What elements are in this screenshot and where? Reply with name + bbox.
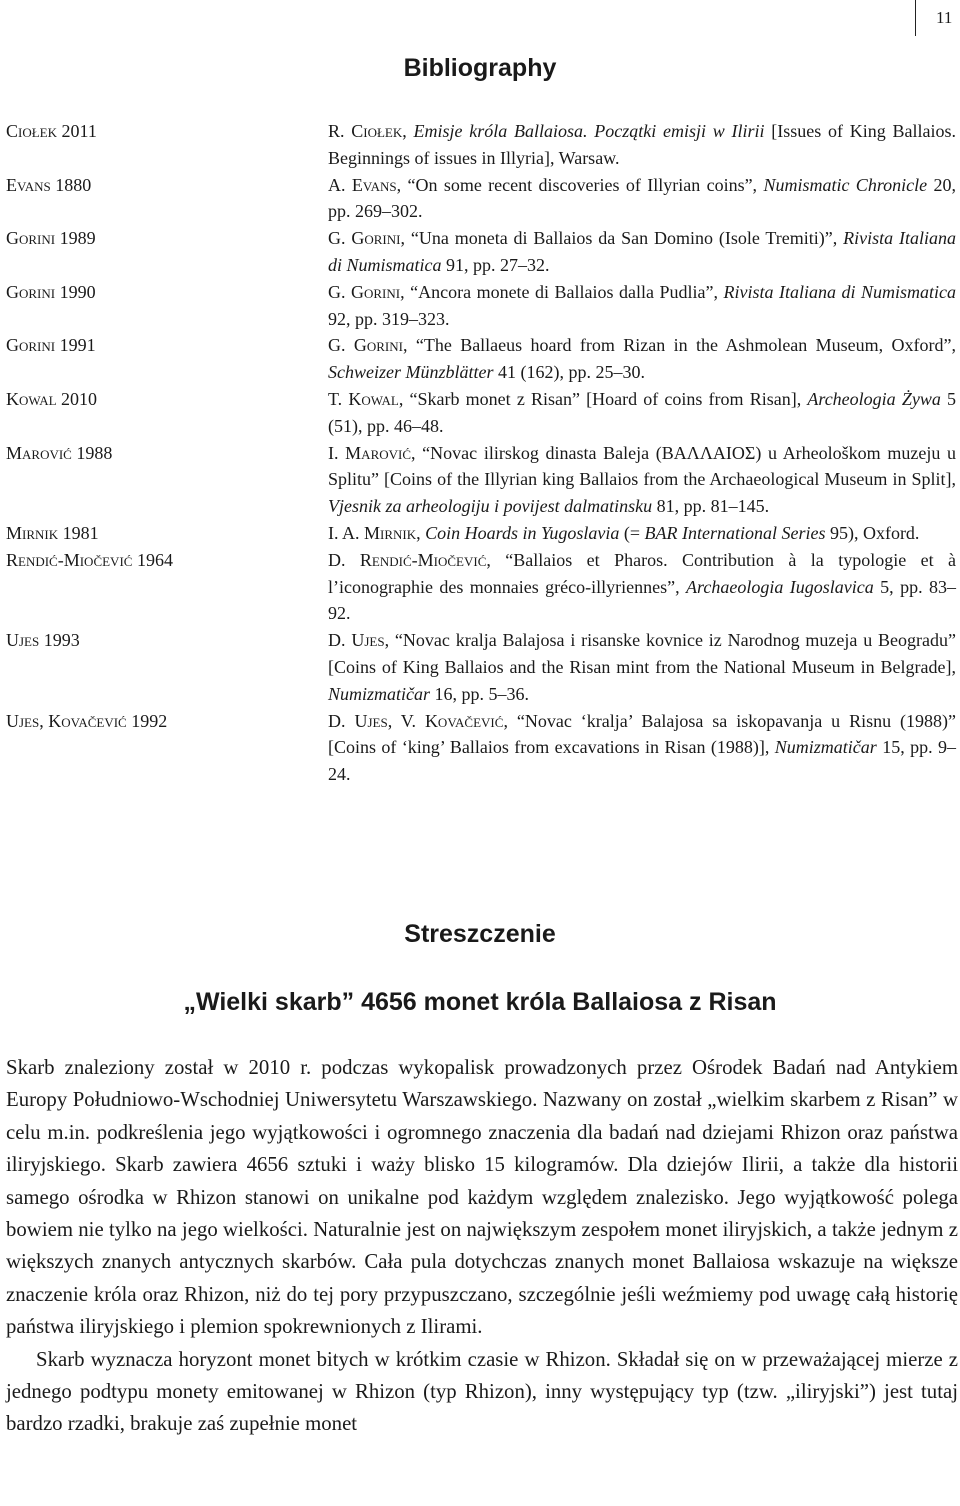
bibliography-key: Evans 1880 (6, 174, 92, 195)
italic-title: Emisje króla Ballaiosa. Początki emisji w Ilirii (413, 121, 765, 141)
italic-title: Numizmatičar (774, 737, 877, 758)
italic-title: Rivista Italiana di Numismatica (328, 228, 957, 275)
bibliography-heading: Bibliography (403, 54, 557, 82)
bibliography-entry (0, 547, 960, 627)
bibliography-key: Kowal 2010 (6, 388, 98, 409)
reference-text: 16, pp. 5–36. (430, 683, 530, 704)
reference-text: 15, pp. 9–24. (328, 737, 957, 785)
reference-text: 20, pp. 269–302. (328, 174, 957, 222)
italic-title: Vjesnik za arheologiju i povijest dalmatinsku (328, 496, 653, 517)
reference-text: , “The Ballaeus hoard from Rizan in the Ashmolean Museum, Oxford”, (402, 335, 957, 356)
reference-text: , (402, 121, 414, 141)
summary-body (6, 1052, 958, 1441)
bibliography-entry (0, 627, 960, 707)
bibliography-entry (0, 440, 960, 520)
reference-text: A. (328, 174, 352, 195)
reference-text: , “Novac kralja Balajosa i risanske kovnice iz Narodnog muzeja u Beogradu” [Coins of King Ballaios and the Risan mint from the National Museum in Belgrade], (328, 630, 957, 677)
bibliography-reference (328, 172, 956, 226)
bibliography-reference (328, 520, 956, 547)
author-name: Marović (345, 442, 412, 463)
bibliography-reference (328, 225, 956, 279)
author-name: Kovačević (424, 710, 504, 731)
bibliography-reference (328, 332, 956, 386)
bibliography-key: Mirnik 1981 (6, 522, 99, 543)
bibliography-reference (328, 547, 956, 627)
bibliography-key: Gorini 1991 (6, 335, 96, 356)
bibliography-list (0, 118, 960, 788)
bibliography-reference (328, 440, 956, 520)
author-name: Ujes (354, 710, 388, 731)
reference-text: T. (328, 388, 349, 409)
italic-title: Schweizer Münzblätter (328, 362, 494, 383)
page-number: 11 (936, 8, 953, 27)
italic-title: Numismatic Chronicle (763, 174, 928, 195)
reference-text: , “On some recent discoveries of Illyrian coins”, (396, 174, 764, 195)
bibliography-key: Ujes, Kovačević 1992 (6, 710, 168, 731)
reference-text: I. A. (328, 522, 364, 543)
bibliography-reference (328, 118, 956, 172)
reference-text: 5, pp. 83–92. (328, 576, 957, 624)
reference-text: G. (328, 228, 352, 249)
bibliography-entry (0, 172, 960, 226)
reference-text: , “Ancora monete di Ballaios dalla Pudlia”, (400, 281, 724, 302)
reference-text: , “Skarb monet z Risan” [Hoard of coins from Risan], (398, 388, 808, 409)
reference-text: G. (328, 281, 351, 302)
reference-text: R. (328, 121, 352, 141)
reference-text: D. (328, 710, 355, 731)
reference-text: 92, pp. 319–323. (328, 308, 450, 329)
summary-paragraph: Skarb wyznacza horyzont monet bitych w krótkim czasie w Rhizon. Składał się on w przeważającej mierze z jednego podtypu monety emitowanej w Rhizon (typ Rhizon), inny występujący typ (tzw. „iliryjski”) jest tutaj bardzo rzadki, brakuje zaś zupełnie monet (6, 1347, 958, 1436)
bibliography-key: Gorini 1989 (6, 228, 96, 249)
bibliography-key: Ciołek 2011 (6, 121, 97, 141)
reference-text: 81, pp. 81–145. (652, 496, 770, 517)
reference-text: D. (328, 549, 360, 570)
bibliography-reference (328, 279, 956, 333)
italic-title: BAR International Series (644, 522, 826, 543)
author-name: Kowal (348, 388, 399, 409)
reference-text: , V. (387, 710, 425, 731)
summary-paragraph: Skarb znaleziony został w 2010 r. podczas wykopalisk prowadzonych przez Ośrodek Badań nad Antykiem Europy Południowo-Wschodniej Uniwersytetu Warszawskiego. Nazwany on został „wielkim skarbem z Risan” w celu m.in. podkreślenia jego wyjątkowości i ogromnego znaczenia dla badań nad dziejami Rhizon oraz państwa iliryjskiego. Skarb zawiera 4656 sztuki i waży blisko 15 kilogramów. Dla dziejów Ilirii, a także dla historii samego ośrodka w Rhizon stanowi on unikalne pod każdym względem znalezisko. Jego wyjątkowość polega bowiem nie tylko na jego wielkości. Naturalnie jest on największym zespołem monet iliryjskich, a także jednym z większych znanych antycznych skarbów. Cała pula dotychczas znanych monet Ballaiosa wskazuje na większe znaczenie króla oraz Rhizon, niż do tej pory przypuszczano, szczególnie jeśli weźmiemy pod uwagę całą historię państwa iliryjskiego i plemion spokrewnionych z Ilirami. (6, 1056, 958, 1339)
bibliography-reference (328, 708, 956, 788)
bibliography-entry (0, 386, 960, 440)
bibliography-reference (328, 386, 956, 440)
italic-title: Archaeologia Iugoslavica (686, 576, 874, 597)
author-name: Ciołek (351, 121, 403, 141)
author-name: Gorini (353, 335, 403, 356)
summary-heading: Streszczenie (404, 920, 556, 948)
author-name: Evans (351, 174, 397, 195)
reference-text: (= (619, 522, 645, 543)
reference-text: 91, pp. 27–32. (441, 254, 550, 275)
reference-text: I. (328, 442, 346, 463)
italic-title: Archeologia Żywa (807, 388, 941, 409)
author-name: Mirnik (364, 522, 417, 543)
italic-title: Coin Hoards in Yugoslavia (425, 522, 620, 543)
author-name: Gorini (351, 281, 401, 302)
bibliography-entry (0, 708, 960, 788)
reference-text: 5 (51), pp. 46–48. (328, 388, 957, 436)
bibliography-reference (328, 627, 956, 707)
reference-text: 41 (162), pp. 25–30. (493, 362, 645, 383)
bibliography-entry (0, 118, 960, 172)
author-name: Rendić-Miočević (359, 549, 487, 570)
reference-text: , (416, 522, 426, 543)
bibliography-entry (0, 225, 960, 279)
bibliography-key: Gorini 1990 (6, 281, 96, 302)
author-name: Gorini (351, 228, 401, 249)
reference-text: , “Novac ilirskog dinasta Baleja (ΒΑΛΛΑΙΟΣ) u Arheološkom muzeju u Splitu” [Coins of the Illyrian king Ballaios from the Archaeological Museum in Split], (328, 442, 956, 490)
reference-text: , “Una moneta di Ballaios da San Domino (Isole Tremiti)”, (400, 228, 844, 249)
reference-text: [Issues of King Ballaios. Beginnings of issues in Illyria], Warsaw. (328, 121, 956, 168)
bibliography-entry (0, 520, 960, 547)
bibliography-entry (0, 332, 960, 386)
reference-text: D. (328, 630, 352, 651)
reference-text: , “Ballaios et Pharos. Contribution à la typologie et à l’iconographie des monnaies gréco-illyriennes”, (328, 549, 956, 597)
summary-subtitle: „Wielki skarb” 4656 monet króla Ballaiosa z Risan (183, 988, 777, 1016)
italic-title: Rivista Italiana di Numismatica (723, 281, 957, 302)
bibliography-key: Ujes 1993 (6, 630, 80, 651)
reference-text: G. (328, 335, 354, 356)
author-name: Ujes (351, 630, 385, 651)
reference-text: , “Novac ‘kralja’ Balajosa sa iskopavanja u Risnu (1988)” [Coins of ‘king’ Ballaios from excavations in Risan (1988)], (328, 710, 957, 758)
reference-text: 95), Oxford. (825, 522, 920, 543)
bibliography-entry (0, 279, 960, 333)
bibliography-key: Rendić-Miočević 1964 (6, 549, 173, 570)
italic-title: Numizmatičar (328, 683, 431, 704)
bibliography-key: Marović 1988 (6, 442, 113, 463)
